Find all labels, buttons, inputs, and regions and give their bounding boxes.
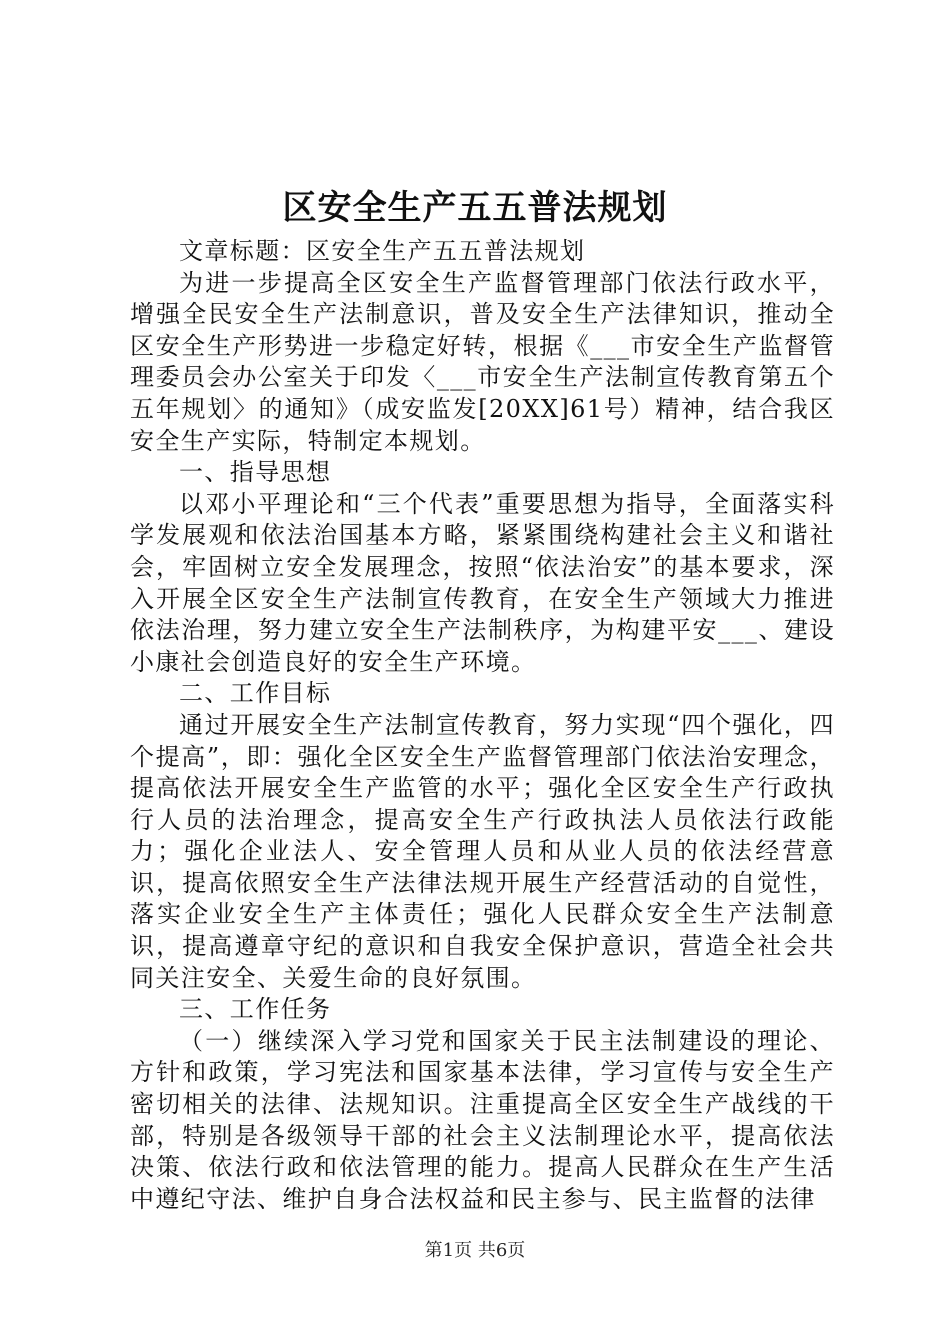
document-title: 区安全生产五五普法规划 [282, 188, 668, 228]
work-tasks-paragraph: （一）继续深入学习党和国家关于民主法制建设的理论、方针和政策，学习宪法和国家基本法律，学习宣传与安全生产密切相关的法律、法规知识。注重提高全区安全生产战线的干部，特别是各级领导干部的社会主义法制理论水平，提高依法决策、依法行政和依法管理的能力。提高人民群众在生产生活中遵纪守法、维护自身合法权益和民主参与、民主监督的法律 [130, 1026, 835, 1213]
section-heading-work-tasks: 三、工作任务 [179, 995, 332, 1024]
document-body [130, 236, 835, 1215]
section-heading-guiding-ideology: 一、指导思想 [179, 458, 332, 487]
page-footer: 第1页 共6页 [424, 1240, 526, 1261]
guiding-ideology-paragraph: 以邓小平理论和“三个代表”重要思想为指导，全面落实科学发展观和依法治国基本方略，紧紧围绕构建社会主义和谐社会，牢固树立安全发展理念，按照“依法治安”的基本要求，深入开展全区安全生产法制宣传教育，在安全生产领域大力推进依法治理，努力建立安全生产法制秩序，为构建平安___、建设小康社会创造良好的安全生产环境。 [130, 489, 835, 676]
work-goals-paragraph: 通过开展安全生产法制宣传教育，努力实现“四个强化，四个提高”，即：强化全区安全生产监督管理部门依法治安理念，提高依法开展安全生产监管的水平；强化全区安全生产行政执行人员的法治理念，提高安全生产行政执法人员依法行政能力；强化企业法人、安全管理人员和从业人员的依法经营意识，提高依照安全生产法律法规开展生产经营活动的自觉性，落实企业安全生产主体责任；强化人民群众安全生产法制意识，提高遵章守纪的意识和自我安全保护意识，营造全社会共同关注安全、关爱生命的良好氛围。 [130, 710, 835, 992]
article-title-line: 文章标题：区安全生产五五普法规划 [179, 237, 586, 265]
intro-paragraph: 为进一步提高全区安全生产监督管理部门依法行政水平，增强全民安全生产法制意识，普及安全生产法律知识，推动全区安全生产形势进一步稳定好转，根据《___市安全生产监督管理委员会办公室关于印发〈___市安全生产法制宣传教育第五个五年规划〉的通知》（成安监发[20XX]61号）精神，结合我区安全生产实际，特制定本规划。 [130, 268, 835, 455]
section-heading-work-goals: 二、工作目标 [179, 679, 332, 708]
